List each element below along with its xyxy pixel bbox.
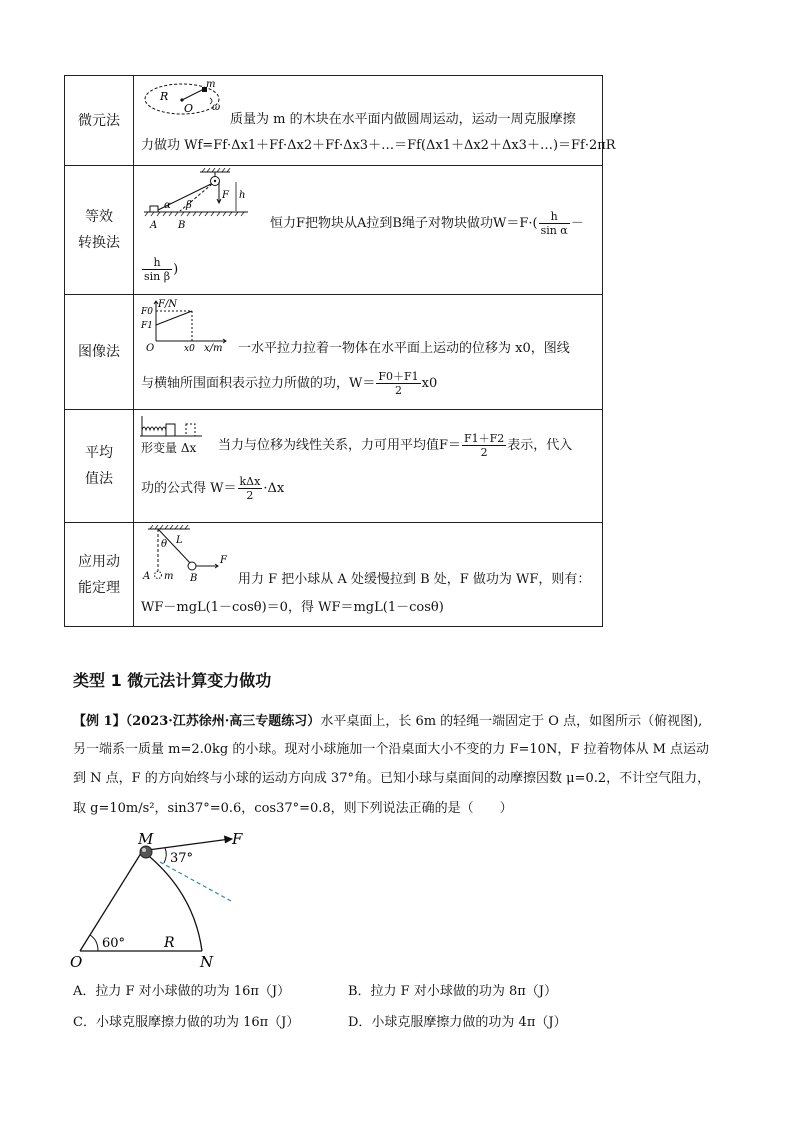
option-d[interactable]: D．小球克服摩擦力做的功为 4π（J） [348, 1015, 567, 1030]
table-row [65, 410, 603, 523]
sector-figure [68, 826, 258, 972]
method-desc-line2: $\frac{h}{\text{sin β}}$ ) [144, 256, 179, 283]
option-a[interactable]: A．拉力 F 对小球做的功为 16π（J） [73, 984, 291, 999]
label-theta: θ [161, 539, 168, 550]
label-F: F [232, 830, 243, 848]
method-body-cell [134, 410, 603, 523]
table-row [65, 76, 603, 166]
section-title: 类型 1 微元法计算变力做功 [73, 671, 272, 690]
label-R: R [164, 935, 175, 951]
fraction: $\frac{h}{\text{sin β}}$ [144, 256, 171, 283]
method-name-cell: 图像法 [65, 295, 134, 410]
example-line3: 到 N 点，F 的方向始终与小球的运动方向成 37°角。已知小球与桌面间的动摩擦因数 μ=0.2，不计空气阻力， [73, 771, 711, 786]
label-angle-37: 37° [170, 851, 194, 866]
label-F: F [220, 555, 227, 566]
method-body-cell [134, 166, 603, 295]
label-O: O [184, 102, 194, 115]
example-line4: 取 g=10m/s²，sin37°=0.6，cos37°=0.8，则下列说法正确的是（ ） [73, 801, 513, 816]
label-m: m [164, 571, 174, 582]
label-B: B [190, 573, 198, 584]
pendulum-diagram [140, 525, 232, 587]
method-desc-line2: 功的公式得 W＝ $\frac{\text{kΔx}}{2}$ ·Δx [141, 475, 285, 502]
label-x0: x0 [184, 344, 195, 353]
label-O: O [70, 953, 83, 971]
label-h: h [239, 190, 246, 201]
method-desc-line2: 与横轴所围面积表示拉力所做的功，W＝ $\frac{F0+F1}{2}$ x0 [141, 370, 438, 397]
label-A: A [143, 571, 151, 582]
method-desc-line1: 质量为 m 的木块在水平面内做圆周运动，运动一周克服摩擦 [230, 112, 576, 127]
label-B: B [178, 220, 186, 231]
example-line2: 另一端系一质量 m=2.0kg 的小球。现对小球施加一个沿桌面大小不变的力 F=10N，F 拉着物体从 M 点运动 [73, 742, 710, 757]
fraction: $\frac{\text{kΔx}}{2}$ [239, 475, 261, 502]
method-desc-line2: 力做功 Wf=Ff·Δx1＋Ff·Δx2＋Ff·Δx3＋…＝Ff(Δx1＋Δx2＋Δx3＋…)＝Ff·2πR [141, 138, 616, 153]
table-row [65, 523, 603, 627]
methods-table [64, 75, 616, 627]
method-name-cell: 平均 值法 [65, 410, 134, 523]
example-label: 【例 1】 [73, 714, 126, 729]
fraction: $\frac{F0+F1}{2}$ [378, 370, 419, 397]
label-O: O [146, 343, 155, 353]
label-F1: F1 [141, 321, 153, 331]
method-body-cell [134, 76, 616, 166]
method-body-cell [134, 523, 603, 627]
label-A: A [150, 220, 158, 231]
label-beta: β [186, 200, 192, 211]
label-N: N [200, 953, 214, 971]
method-name: 微元法 [78, 112, 120, 129]
table-row [65, 295, 603, 410]
label-alpha: α [164, 200, 171, 211]
method-body-cell [134, 295, 603, 410]
table-row [65, 166, 603, 295]
label-F0: F0 [141, 307, 153, 317]
pulley-diagram [140, 168, 252, 236]
force-displacement-graph [140, 297, 232, 353]
circular-motion-diagram [140, 80, 240, 118]
spring-caption: 形变量 Δx [141, 441, 197, 455]
fraction: $\frac{F1+F2}{2}$ [464, 432, 505, 459]
label-R: R [160, 90, 169, 103]
label-M: M [138, 830, 154, 848]
label-omega: ω [212, 102, 221, 113]
label-m: m [206, 80, 216, 90]
method-name-cell: 应用动 能定理 [65, 523, 134, 627]
label-angle-60: 60° [102, 936, 126, 951]
axis-label-x: x/m [204, 343, 223, 353]
label-F: F [222, 190, 229, 201]
method-desc-line1: 恒力F把物块从A拉到B绳子对物块做功W＝F·( $\frac{h}{\text{sin α}}$ － [270, 210, 584, 237]
option-c[interactable]: C．小球克服摩擦力做的功为 16π（J） [73, 1015, 300, 1030]
method-desc-line2: WF－mgL(1－cosθ)＝0，得 WF＝mgL(1－cosθ) [141, 600, 444, 615]
option-b[interactable]: B．拉力 F 对小球做的功为 8π（J） [348, 984, 557, 999]
method-desc-line1: 一水平拉力拉着一物体在水平面上运动的位移为 x0，图线 [238, 341, 570, 356]
method-name-cell [65, 76, 134, 166]
method-desc-line1: 当力与位移为线性关系，力可用平均值F＝ $\frac{F1+F2}{2}$ 表示，代入 [218, 432, 573, 459]
method-name-cell: 等效 转换法 [65, 166, 134, 295]
label-L: L [176, 535, 183, 546]
example-source: （2023·江苏徐州·高三专题练习） [125, 714, 321, 729]
example-line1: 【例 1】（2023·江苏徐州·高三专题练习）水平桌面上，长 6m 的轻绳一端固定于 O 点，如图所示（俯视图), [73, 714, 703, 729]
method-desc-line1: 用力 F 把小球从 A 处缓慢拉到 B 处，F 做功为 WF，则有： [238, 572, 591, 587]
fraction: $\frac{h}{\text{sin α}}$ [540, 210, 568, 237]
axis-label-y: F/N [158, 299, 178, 310]
